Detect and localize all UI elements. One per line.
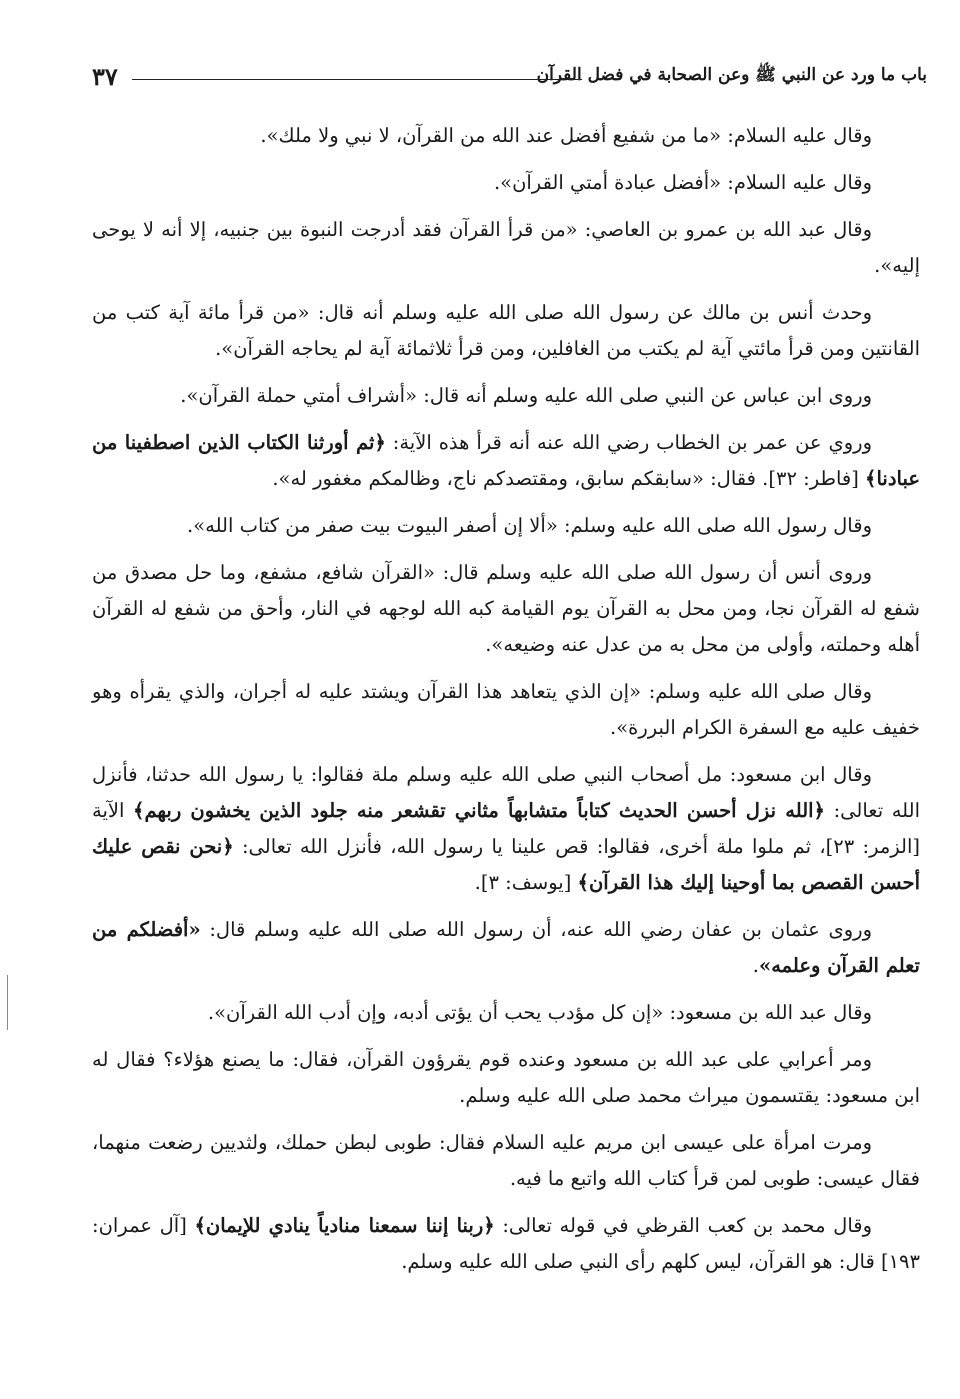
paragraph-text: وقال عبد الله بن عمرو بن العاصي: «من قرأ القرآن فقد أدرجت النبوة بين جنبيه، إلا أنه لا يوحى إليه». [92,218,920,277]
paragraph-text: وقال عليه السلام: «أفضل عبادة أمتي القرآن». [493,171,872,194]
paragraph [92,508,920,544]
quoted-verse: ﴿ثم أورثنا الكتاب الذين اصطفينا من عبادنا﴾ [92,431,920,490]
margin-mark [7,975,8,1030]
paragraph-text: [فاطر: ٣٢]. فقال: «سابقكم سابق، ومقتصدكم ناج، وظالمكم مغفور له». [272,467,866,490]
page-number: ٣٧ [92,62,118,91]
paragraph-text: وروى ابن عباس عن النبي صلى الله عليه وسلم أنه قال: «أشراف أمتي حملة القرآن». [180,384,872,407]
paragraph-text: وروى أنس أن رسول الله صلى الله عليه وسلم قال: «القرآن شافع، مشفع، وما حل مصدق من شفع له القرآن نجا، ومن محل به القرآن يوم القيامة كبه الله لوجهه في النار، وأحق من شفع له القرآن أهله وحملته، وأولى من محل به من عدل عنه وضيعه». [92,561,920,656]
paragraph-text: وقال عليه السلام: «ما من شفيع أفضل عند الله من القرآن، لا نبي ولا ملك». [260,124,872,147]
paragraph-text: وقال عبد الله بن مسعود: «إن كل مؤدب يحب أن يؤتى أدبه، وإن أدب الله القرآن». [207,1001,872,1024]
paragraph [92,757,920,901]
paragraph-text: ومر أعرابي على عبد الله بن مسعود وعنده قوم يقرؤون القرآن، فقال: ما يصنع هؤلاء؟ فقال له ابن مسعود: يقتسمون ميراث محمد صلى الله عليه وسلم. [92,1048,920,1107]
paragraph [92,912,920,984]
paragraph-text: وقال صلى الله عليه وسلم: «إن الذي يتعاهد هذا القرآن ويشتد عليه له أجران، والذي يقرأه وهو خفيف عليه مع السفرة الكرام البررة». [92,680,920,739]
paragraph [92,1125,920,1197]
paragraph [92,555,920,663]
paragraph [92,118,920,154]
paragraph [92,165,920,201]
paragraph-text: وحدث أنس بن مالك عن رسول الله صلى الله عليه وسلم أنه قال: «من قرأ مائة آية كتب من القانتين ومن قرأ مائتي آية لم يكتب من الغافلين، ومن قرأ ثلاثمائة آية لم يحاجه القرآن». [92,301,920,360]
paragraph-text: [آل عمران: ١٩٣] قال: هو القرآن، ليس كلهم رأى النبي صلى الله عليه وسلم. [92,1214,920,1273]
body-text [92,118,920,1291]
paragraph [92,1042,920,1114]
paragraph [92,995,920,1031]
quoted-verse: «أفضلكم من تعلم القرآن وعلمه» [92,918,920,977]
quoted-verse: ﴿الله نزل أحسن الحديث كتاباً متشابهاً مثاني تقشعر منه جلود الذين يخشون ربهم﴾ [133,799,825,822]
paragraph-text: . [752,954,759,977]
paragraph-text: وقال رسول الله صلى الله عليه وسلم: «ألا إن أصفر البيوت بيت صفر من كتاب الله». [187,514,872,537]
paragraph-text: ومرت امرأة على عيسى ابن مريم عليه السلام فقال: طوبى لبطن حملك، ولثديين رضعت منهما، فقال عيسى: طوبى لمن قرأ كتاب الله واتبع ما فيه. [92,1131,920,1190]
paragraph-text: [يوسف: ٣]. [474,871,578,894]
quoted-verse: ﴿ربنا إننا سمعنا منادياً ينادي للإيمان﴾ [194,1214,495,1237]
quoted-verse: ﴿نحن نقص عليك أحسن القصص بما أوحينا إليك هذا القرآن﴾ [92,835,920,894]
paragraph [92,378,920,414]
paragraph-text: الآية [الزمر: ٢٣]، ثم ملوا ملة أخرى، فقالوا: قص علينا يا رسول الله، فأنزل الله تعالى: [92,799,921,858]
paragraph [92,674,920,746]
paragraph [92,295,920,367]
running-title: باب ما ورد عن النبي ﷺ وعن الصحابة في فضل القرآن [536,65,927,85]
paragraph-text: وروي عن عمر بن الخطاب رضي الله عنه أنه قرأ هذه الآية: [385,431,872,454]
header-rule [132,79,582,80]
paragraph [92,212,920,284]
paragraph-text: وروى عثمان بن عفان رضي الله عنه، أن رسول الله صلى الله عليه وسلم قال: [200,918,872,941]
paragraph [92,1208,920,1280]
paragraph-text: وقال محمد بن كعب القرظي في قوله تعالى: [494,1214,873,1237]
page-header [92,62,927,96]
paragraph-text: وقال ابن مسعود: مل أصحاب النبي صلى الله عليه وسلم ملة فقالوا: يا رسول الله حدثنا، فأنزل الله تعالى: [92,763,920,822]
paragraph [92,425,920,497]
